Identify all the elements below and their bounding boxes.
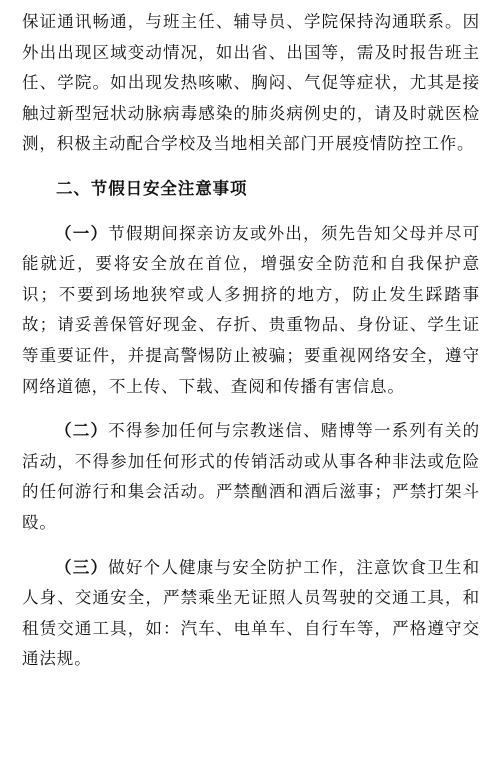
item-lead-2: （二） — [55, 421, 109, 441]
item-lead-3: （三） — [55, 557, 109, 577]
section-heading: 二、节假日安全注意事项 — [56, 178, 248, 198]
item-paragraph-1 — [22, 219, 480, 403]
intro-paragraph: 保证通讯畅通，与班主任、辅导员、学院保持沟通联系。因外出出现区域变动情况，如出省、出国等，需及时报告班主任、学院。如出现发热咳嗽、胸闷、气促等症状，尤其是接触过新型冠状动脉病毒感染的肺炎病例史的，请及时就医检测，积极主动配合学校及当地相关部门开展疫情防控工作。 — [22, 12, 480, 154]
paragraph-gap — [22, 539, 480, 553]
item-paragraph-2 — [22, 416, 480, 538]
item-lead-1: （一） — [55, 223, 109, 243]
item-paragraph-3 — [22, 553, 480, 675]
item-text-2: 不得参加任何与宗教迷信、赌博等一系列有关的活动，不得参加任何形式的传销活动或从事各种非法或危险的任何游行和集会活动。严禁酗酒和酒后滋事；严禁打架斗殴。 — [22, 421, 480, 532]
item-text-3: 做好个人健康与安全防护工作，注意饮食卫生和人身、交通安全，严禁乘坐无证照人员驾驶的交通工具，和租赁交通工具，如：汽车、电单车、自行车等，严格遵守交通法规。 — [22, 557, 480, 669]
item-text-1: 节假期间探亲访友或外出，须先告知父母并尽可能就近，要将安全放在首位，增强安全防范和自我保护意识；不要到场地狭窄或人多拥挤的地方，防止发生踩踏事故；请妥善保管好现金、存折、贵重物品、身份证、学生证等重要证件，并提高警惕防止被骗；要重视网络安全，遵守网络道德，不上传、下载、查阅和传播有害信息。 — [22, 223, 480, 396]
paragraph-gap — [22, 402, 480, 416]
